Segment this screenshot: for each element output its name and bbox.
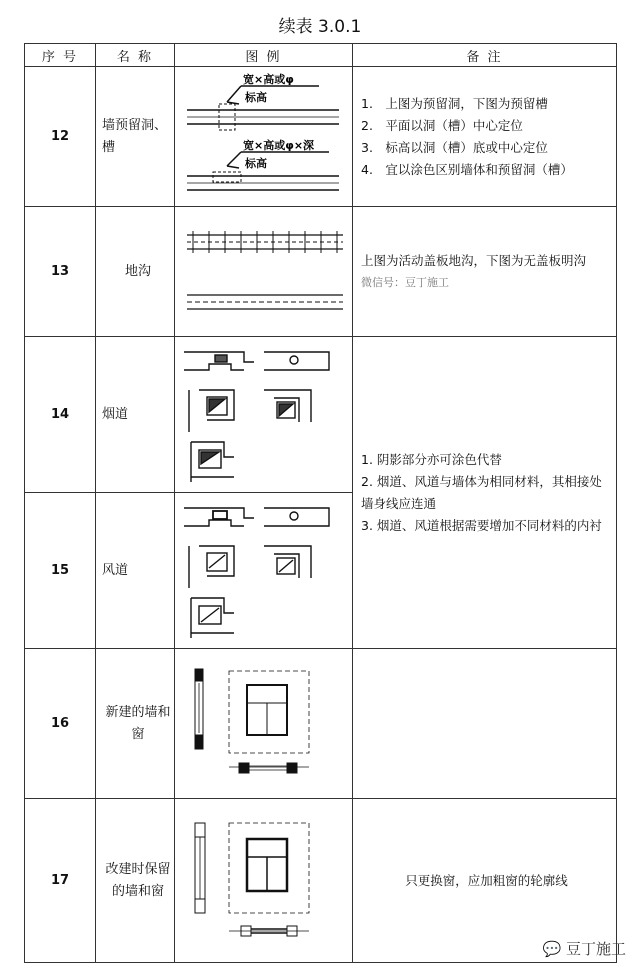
figure-air-duct <box>175 493 353 649</box>
air-duct-drawing <box>179 498 349 643</box>
row-num: 15 <box>25 493 96 649</box>
row-name: 新建的墙和窗 <box>96 649 175 799</box>
fig-label: 宽×高或φ <box>242 72 294 86</box>
row-name: 烟道 <box>96 337 175 493</box>
table-title: 续表 3.0.1 <box>278 17 362 37</box>
row-num: 12 <box>25 67 96 207</box>
header-figure: 图 例 <box>175 44 353 67</box>
new-wall-window-drawing <box>179 661 349 786</box>
brand-logo <box>543 938 626 959</box>
row-name: 墙预留洞、槽 <box>96 67 175 207</box>
row-num: 13 <box>25 207 96 337</box>
row-note <box>353 67 617 207</box>
note-line: 4. 宜以涂色区别墙体和预留洞（槽） <box>361 161 573 177</box>
header-row <box>25 44 617 67</box>
row-name: 改建时保留的墙和窗 <box>96 799 175 963</box>
row-num: 14 <box>25 337 96 493</box>
table-row <box>25 207 617 337</box>
header-num: 序 号 <box>25 44 96 67</box>
note-line: 1. 上图为预留洞，下图为预留槽 <box>361 95 548 111</box>
fig-label: 标高 <box>244 156 267 170</box>
row-note <box>353 207 617 337</box>
table-row <box>25 799 617 963</box>
row-num: 16 <box>25 649 96 799</box>
legend-table <box>24 43 617 963</box>
figure-wall-opening <box>175 67 353 207</box>
note-line: 3. 标高以洞（槽）底或中心定位 <box>361 139 548 155</box>
row-note <box>353 649 617 799</box>
chat-bubble-icon: 💬 <box>542 940 562 958</box>
note-line: 2. 平面以洞（槽）中心定位 <box>361 117 523 133</box>
row-name: 风道 <box>96 493 175 649</box>
note-line: 2. 烟道、风道与墙体为相同材料，其相接处墙身线应连通 <box>361 473 602 511</box>
fig-label: 宽×高或φ×深 <box>242 138 314 152</box>
watermark-text: 微信号：豆丁施工 <box>361 275 449 289</box>
header-name: 名 称 <box>96 44 175 67</box>
figure-new-wall-window <box>175 649 353 799</box>
wall-opening-drawing <box>179 72 349 202</box>
figure-flue <box>175 337 353 493</box>
table-row <box>25 337 617 493</box>
note-line: 1. 阴影部分亦可涂色代替 <box>361 451 502 467</box>
figure-retained-wall-window <box>175 799 353 963</box>
table-row <box>25 67 617 207</box>
row-num: 17 <box>25 799 96 963</box>
retained-wall-window-drawing <box>179 813 349 948</box>
trench-drawing <box>179 217 349 327</box>
flue-drawing <box>179 342 349 487</box>
shared-note-flue-duct <box>353 337 617 649</box>
fig-label: 标高 <box>244 90 267 104</box>
header-note: 备 注 <box>353 44 617 67</box>
note-line: 只更换窗，应加粗窗的轮廓线 <box>405 872 568 888</box>
note-line: 上图为活动盖板地沟，下图为无盖板明沟 <box>361 252 587 268</box>
logo-text: 豆丁施工 <box>565 940 626 958</box>
figure-trench <box>175 207 353 337</box>
note-line: 3. 烟道、风道根据需要增加不同材料的内衬 <box>361 517 602 533</box>
row-name: 地沟 <box>96 207 175 337</box>
table-row <box>25 649 617 799</box>
